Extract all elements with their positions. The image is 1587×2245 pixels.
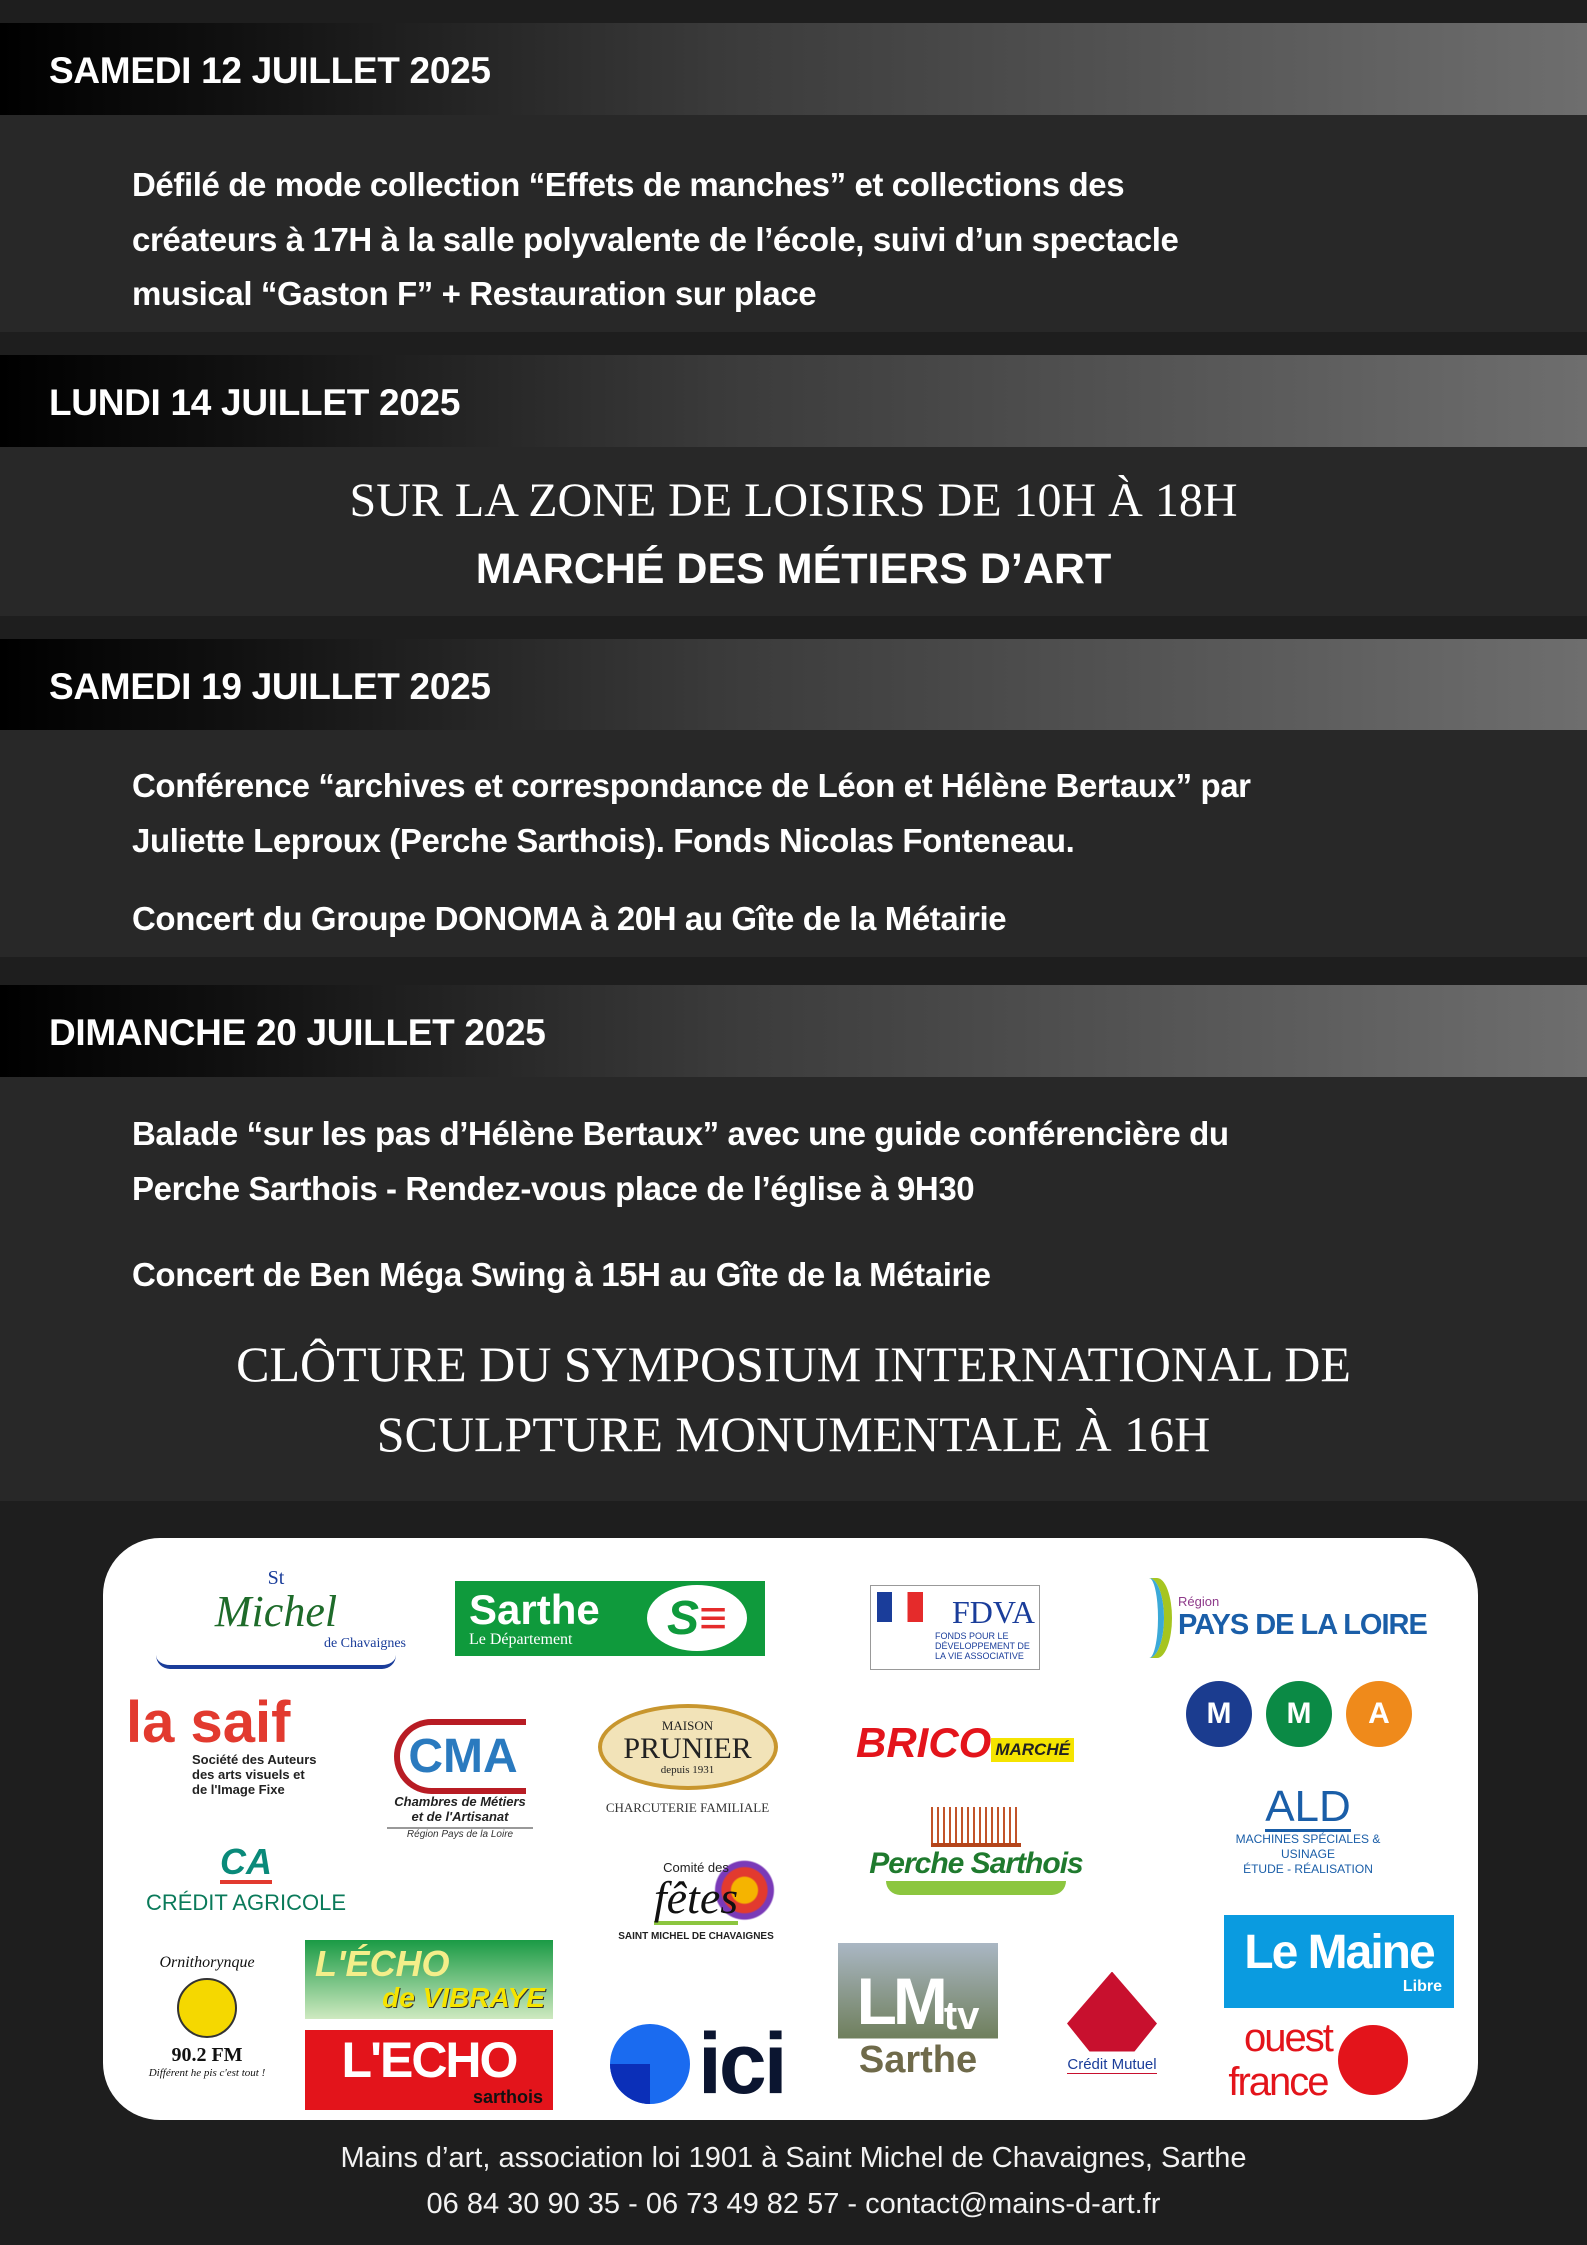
swoosh-decoration: [156, 1655, 396, 1669]
event-subtitle: SUR LA ZONE DE LOISIRS DE 10H À 18H: [349, 474, 1238, 527]
fdva-logo: FDVA FONDS POUR LE DÉVELOPPEMENT DE LA VIE ASSOCIATIVE: [870, 1585, 1040, 1670]
closing-text: CLÔTURE DU SYMPOSIUM INTERNATIONAL DE: [236, 1336, 1351, 1392]
day-section-4: [0, 1077, 1587, 1501]
day-section-2: [0, 447, 1587, 616]
day-title: SAMEDI 19 JUILLET 2025: [49, 666, 491, 707]
perche-sarthois-logo: Perche Sarthois: [865, 1797, 1087, 1905]
day-section-1: [0, 115, 1587, 332]
saif-logo: la saif Société des Auteurs des arts visuels et de l'Image Fixe: [126, 1690, 317, 1797]
day-section-3: [0, 730, 1587, 957]
ornithorynque-radio-logo: Ornithorynque 90.2 FM Différent he pis c'est tout !: [148, 1953, 266, 2079]
sarthe-logo: Sarthe Le Département S ≡: [455, 1581, 765, 1656]
day-header-4: [0, 985, 1587, 1077]
credit-mutuel-logo: Crédit Mutuel: [1041, 1965, 1183, 2080]
event-text: Défilé de mode collection “Effets de manches” et collections des: [132, 166, 1125, 203]
ouest-france-emblem-icon: [1338, 2025, 1408, 2095]
st-michel-logo: St Michel de Chavaignes: [136, 1562, 416, 1674]
event-text: Concert de Ben Méga Swing à 15H au Gîte de la Métairie: [132, 1256, 991, 1293]
region-arc-icon: [1134, 1578, 1164, 1658]
pays-de-la-loire-logo: Région PAYS DE LA LOIRE: [1134, 1575, 1434, 1661]
lmtv-sarthe-logo: LM tv Sarthe: [838, 1943, 998, 2102]
footer-association: Mains d’art, association loi 1901 à Saint Michel de Chavaignes, Sarthe: [340, 2142, 1247, 2174]
ald-logo: ALD MACHINES SPÉCIALES & USINAGE ÉTUDE - RÉALISATION: [1235, 1781, 1381, 1876]
sarthe-emblem-icon: S ≡: [647, 1585, 747, 1651]
ici-logo: ici: [610, 2019, 811, 2108]
comite-des-fetes-logo: Comité des fêtes SAINT MICHEL DE CHAVAIGNES: [599, 1847, 793, 1955]
event-text: musical “Gaston F” + Restauration sur place: [132, 275, 817, 312]
day-header-1: [0, 23, 1587, 115]
ici-circle-icon: [610, 2024, 690, 2104]
echo-vibraye-logo: L'ÉCHO de VIBRAYE: [305, 1940, 553, 2019]
event-text: Juliette Leproux (Perche Sarthois). Fonds Nicolas Fonteneau.: [132, 822, 1075, 859]
day-header-3: [0, 639, 1587, 731]
credit-agricole-logo: CA CRÉDIT AGRICOLE: [145, 1841, 347, 1915]
ouest-france-logo: ouest france: [1224, 2016, 1458, 2104]
french-flag-icon: [877, 1592, 923, 1622]
closing-text: SCULPTURE MONUMENTALE À 16H: [376, 1406, 1211, 1462]
mma-logo: M M A: [1186, 1678, 1412, 1750]
event-text: Conférence “archives et correspondance de Léon et Hélène Bertaux” par: [132, 767, 1251, 804]
event-text: créateurs à 17H à la salle polyvalente de l’école, suivi d’un spectacle: [132, 221, 1179, 258]
maison-prunier-logo: MAISON PRUNIER depuis 1931 CHARCUTERIE FAMILIALE: [580, 1697, 795, 1822]
event-headline: MARCHÉ DES MÉTIERS D’ART: [475, 545, 1112, 593]
event-text: Perche Sarthois - Rendez-vous place de l’église à 9H30: [132, 1170, 975, 1207]
day-title: DIMANCHE 20 JUILLET 2025: [49, 1012, 546, 1053]
credit-mutuel-emblem-icon: [1067, 1972, 1157, 2052]
footer-contact: 06 84 30 90 35 - 06 73 49 82 57 - contact@mains-d-art.fr: [426, 2188, 1161, 2220]
sculpture-graphic-icon: [931, 1807, 1021, 1847]
event-text: Balade “sur les pas d’Hélène Bertaux” avec une guide conférencière du: [132, 1115, 1229, 1152]
platypus-icon: [177, 1978, 237, 2038]
day-title: SAMEDI 12 JUILLET 2025: [49, 50, 491, 91]
day-header-2: [0, 355, 1587, 447]
green-swoosh-decoration: [886, 1881, 1066, 1895]
echo-sarthois-logo: L'ECHO sarthois: [305, 2030, 553, 2110]
event-text: Concert du Groupe DONOMA à 20H au Gîte de la Métairie: [132, 900, 1007, 937]
le-maine-libre-logo: Le Maine Libre: [1224, 1915, 1454, 2008]
cma-logo: CMA Chambres de Métiers et de l'Artisanat Région Pays de la Loire: [387, 1697, 533, 1862]
bricomarche-logo: BRICO MARCHÉ: [856, 1718, 1101, 1768]
day-title: LUNDI 14 JUILLET 2025: [49, 382, 461, 423]
